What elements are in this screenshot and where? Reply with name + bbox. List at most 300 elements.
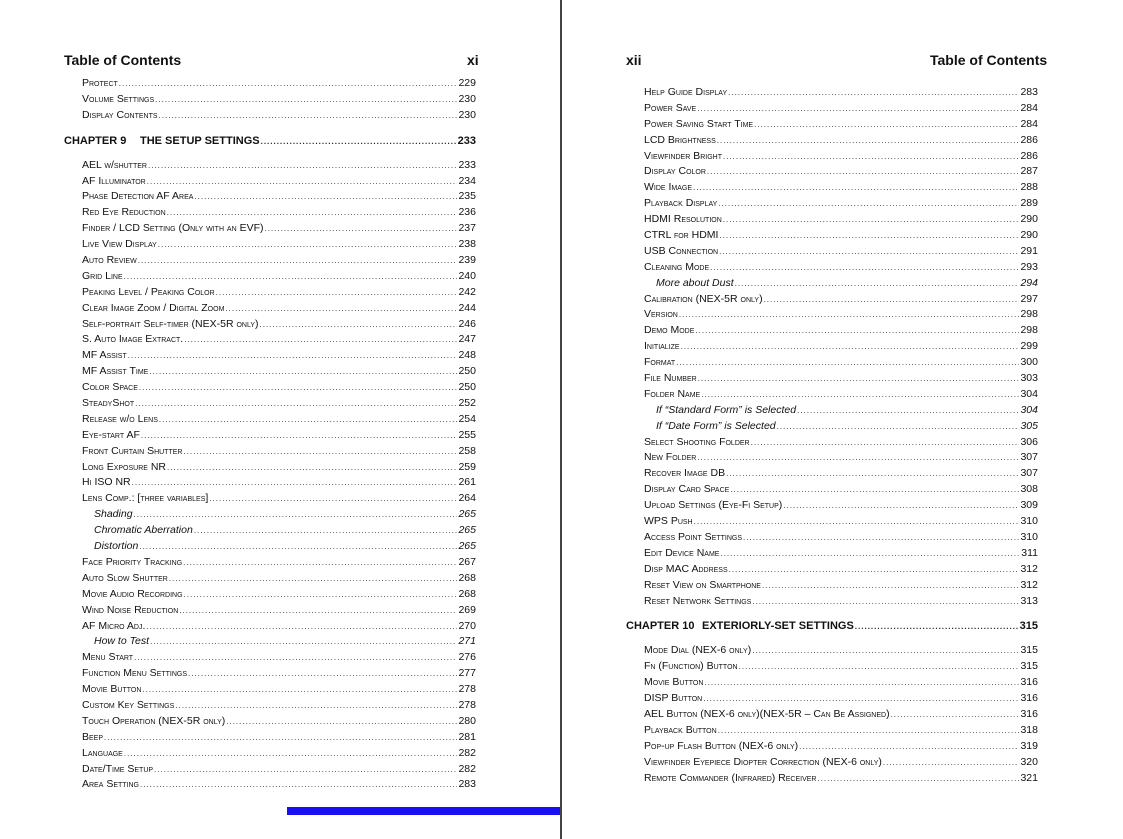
entry-page-number: 307 xyxy=(1020,451,1038,464)
entry-title: Access Point Settings xyxy=(644,530,743,543)
dot-leader xyxy=(132,475,458,491)
entry-page-number: 268 xyxy=(458,571,476,584)
entry-title: HDMI Resolution xyxy=(644,213,722,226)
entry-page-number: 319 xyxy=(1020,739,1038,752)
toc-entry xyxy=(82,108,476,124)
toc-entry xyxy=(644,466,1038,482)
entry-page-number: 229 xyxy=(458,77,476,89)
entry-title: Viewfinder Bright xyxy=(644,149,722,162)
dot-leader xyxy=(141,428,458,444)
dot-leader xyxy=(697,101,1019,117)
toc-entry xyxy=(82,491,476,507)
entry-page-number: 283 xyxy=(1020,86,1038,98)
entry-title: Remote Commander (Infrared) Receiver xyxy=(644,771,817,784)
toc-entry xyxy=(82,730,476,746)
entry-page-number: 289 xyxy=(1020,197,1038,210)
entry-page-number: 290 xyxy=(1020,229,1038,242)
toc-entry xyxy=(644,133,1038,149)
entry-page-number: 298 xyxy=(1020,308,1038,321)
chapter-entry xyxy=(626,617,1038,635)
entry-page-number: 250 xyxy=(458,365,476,378)
toc-entry xyxy=(644,387,1038,403)
entry-title: AF Micro Adj. xyxy=(82,619,146,632)
dot-leader xyxy=(139,539,457,555)
entry-page-number: 312 xyxy=(1020,562,1038,575)
entry-page-number: 284 xyxy=(1020,101,1038,114)
entry-page-number: 316 xyxy=(1020,676,1038,689)
entry-title: Power Saving Start Time xyxy=(644,117,754,130)
dot-leader xyxy=(138,253,458,269)
entry-page-number: 304 xyxy=(1020,387,1038,400)
dot-leader xyxy=(265,221,458,237)
entry-page-number: 236 xyxy=(458,206,476,219)
dot-leader xyxy=(728,85,1019,101)
entry-title: Display Card Space xyxy=(644,483,730,496)
toc-entry xyxy=(644,164,1038,180)
dot-leader xyxy=(216,285,458,301)
toc-entry xyxy=(644,212,1038,228)
entry-page-number: 310 xyxy=(1020,515,1038,528)
toc-entry xyxy=(82,571,476,587)
dot-leader xyxy=(751,435,1020,451)
entry-title: Menu Start xyxy=(82,651,134,664)
entry-title: Touch Operation (NEX-5R only) xyxy=(82,714,226,727)
dot-leader xyxy=(717,133,1020,149)
dot-leader xyxy=(710,260,1019,276)
toc-entry xyxy=(644,244,1038,260)
toc-entry xyxy=(82,714,476,730)
entry-title: Edit Device Name xyxy=(644,546,720,559)
dot-leader xyxy=(723,212,1020,228)
entry-page-number: 254 xyxy=(458,412,476,425)
dot-leader xyxy=(797,403,1019,419)
dot-leader xyxy=(718,723,1020,739)
entry-page-number: 237 xyxy=(458,222,476,235)
dot-leader xyxy=(697,450,1019,466)
entry-title: Shading xyxy=(94,508,133,521)
toc-entry xyxy=(82,380,476,396)
entry-title: Demo Mode xyxy=(644,324,695,337)
entry-title: Fn (Function) Button xyxy=(644,660,738,673)
toc-entry xyxy=(644,675,1038,691)
toc-entry xyxy=(644,276,1038,292)
dot-leader xyxy=(159,412,458,428)
entry-title: Beep xyxy=(82,730,104,743)
toc-entry xyxy=(82,523,476,539)
dot-leader xyxy=(694,514,1020,530)
entry-page-number: 238 xyxy=(458,238,476,251)
toc-entry xyxy=(644,498,1038,514)
entry-page-number: 230 xyxy=(458,108,476,121)
entry-title: If “Date Form” is Selected xyxy=(656,419,776,432)
toc-entry xyxy=(644,149,1038,165)
dot-leader xyxy=(718,196,1019,212)
toc-entry xyxy=(644,691,1038,707)
entry-page-number: 235 xyxy=(458,190,476,203)
entry-title: Language xyxy=(82,746,123,759)
toc-entry xyxy=(644,514,1038,530)
entry-title: Help Guide Display xyxy=(644,86,728,98)
entry-page-number: 315 xyxy=(1020,644,1038,657)
entry-title: DISP Button xyxy=(644,692,703,705)
dot-leader xyxy=(175,698,457,714)
entry-title: Auto Slow Shutter xyxy=(82,571,168,584)
toc-entry xyxy=(82,666,476,682)
entry-title: Distortion xyxy=(94,540,139,553)
toc-entry xyxy=(644,419,1038,435)
entry-title: Playback Button xyxy=(644,723,717,736)
toc-entry xyxy=(82,777,476,793)
dot-leader xyxy=(739,659,1020,675)
dot-leader xyxy=(167,460,457,476)
toc-entry xyxy=(644,435,1038,451)
entry-title: Grid Line xyxy=(82,269,123,282)
entry-page-number: 255 xyxy=(458,428,476,441)
entry-title: Lens Comp.: [three variables] xyxy=(82,492,209,505)
entry-page-number: 300 xyxy=(1020,356,1038,369)
toc-entry xyxy=(644,196,1038,212)
toc-entry xyxy=(82,444,476,460)
dot-leader xyxy=(735,276,1020,292)
entry-page-number: 304 xyxy=(1020,403,1038,416)
dot-leader xyxy=(183,555,457,571)
dot-leader xyxy=(124,746,458,762)
entry-page-number: 284 xyxy=(1020,117,1038,130)
dot-leader xyxy=(777,419,1020,435)
dot-leader xyxy=(167,205,458,221)
entry-page-number: 282 xyxy=(458,762,476,775)
entry-title: Wide Image xyxy=(644,181,693,194)
entry-title: Hi ISO NR xyxy=(82,476,131,489)
entry-title: Self-portrait Self-timer (NEX-5R only) xyxy=(82,317,259,330)
toc-entry xyxy=(82,412,476,428)
toc-entry xyxy=(644,578,1038,594)
entry-page-number: 290 xyxy=(1020,213,1038,226)
entry-title: Pop-up Flash Button (NEX-6 only) xyxy=(644,739,799,752)
dot-leader xyxy=(148,158,458,174)
entry-page-number: 248 xyxy=(458,349,476,362)
entry-page-number: 283 xyxy=(458,778,476,791)
dot-leader xyxy=(128,348,458,364)
toc-entry xyxy=(644,85,1038,101)
entry-title: Initialize xyxy=(644,340,680,353)
dot-leader xyxy=(695,323,1019,339)
dot-leader xyxy=(184,587,458,603)
dot-leader xyxy=(891,707,1020,723)
entry-title: Viewfinder Eyepiece Diopter Correction (NEX-6 only) xyxy=(644,755,882,768)
dot-leader xyxy=(720,546,1020,562)
left-page xyxy=(0,0,560,839)
entry-page-number: 315 xyxy=(1020,660,1038,673)
entry-page-number: 293 xyxy=(1020,260,1038,273)
dot-leader xyxy=(681,339,1020,355)
entry-page-number: 246 xyxy=(458,317,476,330)
toc-entry xyxy=(82,539,476,555)
entry-title: Version xyxy=(644,308,678,321)
dot-leader xyxy=(260,317,458,333)
toc-entry xyxy=(644,482,1038,498)
entry-page-number: 265 xyxy=(458,508,476,521)
entry-page-number: 277 xyxy=(458,667,476,680)
dot-leader xyxy=(209,491,457,507)
entry-page-number: 316 xyxy=(1020,707,1038,720)
entry-page-number: 308 xyxy=(1020,483,1038,496)
entry-page-number: 320 xyxy=(1020,755,1038,768)
toc-entry xyxy=(644,307,1038,323)
dot-leader xyxy=(883,755,1020,771)
entry-page-number: 282 xyxy=(458,746,476,759)
dot-leader xyxy=(752,594,1019,610)
entry-title: Front Curtain Shutter xyxy=(82,444,183,457)
dot-leader xyxy=(135,396,457,412)
toc-entry xyxy=(82,396,476,412)
toc-entry xyxy=(82,205,476,221)
entry-page-number: 268 xyxy=(458,587,476,600)
dot-leader xyxy=(188,666,457,682)
entry-title: Upload Settings (Eye-Fi Setup) xyxy=(644,499,783,512)
header-page-number: xii xyxy=(626,52,642,68)
entry-page-number: 312 xyxy=(1020,578,1038,591)
entry-title: AF Illuminator xyxy=(82,174,146,187)
entry-page-number: 306 xyxy=(1020,435,1038,448)
entry-page-number: 252 xyxy=(458,397,476,410)
dot-leader xyxy=(142,682,457,698)
entry-page-number: 309 xyxy=(1020,499,1038,512)
entry-title: Color Space xyxy=(82,381,138,394)
toc-entry xyxy=(82,619,476,635)
dot-leader xyxy=(783,498,1019,514)
dot-leader xyxy=(726,466,1019,482)
entry-title: Clear Image Zoom / Digital Zoom xyxy=(82,301,225,314)
toc-entry xyxy=(644,228,1038,244)
entry-title: USB Connection xyxy=(644,244,719,257)
entry-title: Custom Key Settings xyxy=(82,698,175,711)
dot-leader xyxy=(679,307,1020,323)
entry-page-number: 271 xyxy=(458,635,476,648)
toc-entry xyxy=(82,285,476,301)
dot-leader xyxy=(855,618,1019,636)
entry-title: MF Assist Time xyxy=(82,365,149,378)
toc-entry xyxy=(644,180,1038,196)
entry-page-number: 247 xyxy=(458,333,476,346)
entry-title: AEL Button (NEX-6 only)(NEX-5R – Can Be Assigned) xyxy=(644,707,890,720)
entry-page-number: 280 xyxy=(458,714,476,727)
entry-title: WPS Push xyxy=(644,515,693,528)
entry-title: Power Save xyxy=(644,101,697,114)
dot-leader xyxy=(159,108,458,124)
entry-page-number: 244 xyxy=(458,301,476,314)
entry-title: Movie Button xyxy=(644,676,704,689)
entry-title: Mode Dial (NEX-6 only) xyxy=(644,644,752,657)
toc-entry xyxy=(644,594,1038,610)
entry-title: Auto Review xyxy=(82,254,137,267)
toc-entry xyxy=(644,707,1038,723)
entry-page-number: 265 xyxy=(458,524,476,537)
entry-title: S. Auto Image Extract. xyxy=(82,333,184,346)
dot-leader xyxy=(104,730,457,746)
entry-page-number: 318 xyxy=(1020,723,1038,736)
entry-title: Folder Name xyxy=(644,387,701,400)
entry-page-number: 307 xyxy=(1020,467,1038,480)
entry-title: Face Priority Tracking xyxy=(82,555,183,568)
dot-leader xyxy=(762,578,1020,594)
entry-page-number: 250 xyxy=(458,381,476,394)
entry-page-number: 303 xyxy=(1020,372,1038,385)
entry-page-number: 259 xyxy=(458,460,476,473)
entry-title: Volume Settings xyxy=(82,92,155,105)
header-title: Table of Contents xyxy=(64,52,182,68)
entry-title: Protect xyxy=(82,77,118,89)
entry-title: Select Shooting Folder xyxy=(644,435,750,448)
toc-entry xyxy=(82,603,476,619)
toc-entry xyxy=(644,323,1038,339)
entry-title: Eye-start AF xyxy=(82,428,140,441)
entry-title: SteadyShot xyxy=(82,397,135,410)
entry-title xyxy=(626,617,855,635)
entry-page-number: 315 xyxy=(1019,620,1038,633)
entry-title: Release w/o Lens xyxy=(82,412,158,425)
entry-page-number: 264 xyxy=(458,492,476,505)
dot-leader xyxy=(225,301,457,317)
dot-leader xyxy=(158,237,458,253)
entry-page-number: 286 xyxy=(1020,149,1038,162)
dot-leader xyxy=(676,355,1019,371)
entry-page-number: 281 xyxy=(458,730,476,743)
dot-leader xyxy=(194,523,458,539)
entry-page-number: 305 xyxy=(1020,419,1038,432)
chapter-number: CHAPTER 9 xyxy=(64,134,127,147)
entry-page-number: 287 xyxy=(1020,165,1038,178)
dot-leader xyxy=(124,269,458,285)
header-title: Table of Contents xyxy=(930,52,1048,68)
entry-title: Chromatic Aberration xyxy=(94,524,193,537)
dot-leader xyxy=(752,643,1019,659)
dot-leader xyxy=(226,714,457,730)
chapter-title: EXTERIORLY-SET SETTINGS xyxy=(702,620,854,633)
entry-page-number: 299 xyxy=(1020,340,1038,353)
scroll-progress-bar xyxy=(287,807,560,815)
entry-page-number: 288 xyxy=(1020,181,1038,194)
toc-entry xyxy=(644,260,1038,276)
entry-page-number: 261 xyxy=(458,476,476,489)
entry-page-number: 270 xyxy=(458,619,476,632)
entry-title: Recover Image DB xyxy=(644,467,726,480)
entry-title: Area Setting xyxy=(82,778,139,791)
dot-leader xyxy=(169,571,458,587)
toc-entry xyxy=(82,460,476,476)
entry-page-number: 294 xyxy=(1020,276,1038,289)
dot-leader xyxy=(134,507,458,523)
entry-title: Movie Button xyxy=(82,683,142,696)
dot-leader xyxy=(134,650,457,666)
entry-title: MF Assist xyxy=(82,349,127,362)
entry-page-number: 269 xyxy=(458,603,476,616)
dot-leader xyxy=(719,244,1019,260)
toc-entry xyxy=(82,301,476,317)
entry-title: More about Dust xyxy=(656,276,734,289)
dot-leader xyxy=(140,777,457,793)
entry-title: Display Contents xyxy=(82,108,158,121)
toc-entry xyxy=(644,723,1038,739)
toc-entry xyxy=(82,634,476,650)
toc-entry xyxy=(82,269,476,285)
toc-entry xyxy=(644,117,1038,133)
entry-title: Reset Network Settings xyxy=(644,594,752,607)
toc-entry xyxy=(644,339,1038,355)
entry-page-number: 316 xyxy=(1020,692,1038,705)
toc-entry xyxy=(644,771,1038,787)
entry-page-number: 297 xyxy=(1020,292,1038,305)
dot-leader xyxy=(179,603,457,619)
toc-entry xyxy=(644,355,1038,371)
entry-title xyxy=(64,132,261,150)
dot-leader xyxy=(155,92,457,108)
toc-entry xyxy=(82,698,476,714)
entry-page-number: 276 xyxy=(458,651,476,664)
dot-leader xyxy=(723,149,1019,165)
dot-leader xyxy=(703,691,1019,707)
toc-entry xyxy=(82,650,476,666)
dot-leader xyxy=(817,771,1019,787)
dot-leader xyxy=(693,180,1019,196)
entry-page-number: 291 xyxy=(1020,244,1038,257)
toc-entry xyxy=(82,332,476,348)
entry-title: Playback Display xyxy=(644,197,718,210)
entry-page-number: 313 xyxy=(1020,594,1038,607)
toc-entry xyxy=(82,364,476,380)
entry-page-number: 240 xyxy=(458,269,476,282)
dot-leader xyxy=(154,762,457,778)
dot-leader xyxy=(729,562,1020,578)
dot-leader xyxy=(704,675,1019,691)
entry-page-number: 233 xyxy=(458,158,476,171)
entry-page-number: 321 xyxy=(1020,771,1038,784)
toc-entry xyxy=(82,587,476,603)
toc-entry xyxy=(82,237,476,253)
entry-title: If “Standard Form” is Selected xyxy=(656,403,797,416)
entry-page-number: 298 xyxy=(1020,324,1038,337)
entry-title: Peaking Level / Peaking Color xyxy=(82,285,215,298)
entry-page-number: 278 xyxy=(458,683,476,696)
entry-page-number: 233 xyxy=(457,134,476,147)
entry-title: AEL w/shutter xyxy=(82,158,147,171)
entry-title: Wind Noise Reduction xyxy=(82,603,179,616)
toc-entry xyxy=(82,221,476,237)
dot-leader xyxy=(183,444,457,460)
entry-title: LCD Brightness xyxy=(644,133,716,146)
toc-entry xyxy=(82,428,476,444)
entry-title: Red Eye Reduction xyxy=(82,206,166,219)
entry-page-number: 286 xyxy=(1020,133,1038,146)
dot-leader xyxy=(701,387,1019,403)
dot-leader xyxy=(799,739,1019,755)
entry-page-number: 258 xyxy=(458,444,476,457)
toc-entry xyxy=(644,292,1038,308)
entry-title: CTRL for HDMI xyxy=(644,229,719,242)
toc-list-right xyxy=(626,85,1038,786)
entry-title: Disp MAC Address xyxy=(644,562,728,575)
toc-entry xyxy=(644,755,1038,771)
toc-entry xyxy=(644,371,1038,387)
toc-entry xyxy=(644,659,1038,675)
toc-list-left xyxy=(64,76,476,793)
entry-title: Format xyxy=(644,356,676,369)
toc-entry xyxy=(82,158,476,174)
chapter-entry xyxy=(64,132,476,150)
entry-page-number: 311 xyxy=(1021,546,1038,559)
dot-leader xyxy=(139,380,458,396)
toc-entry xyxy=(644,739,1038,755)
